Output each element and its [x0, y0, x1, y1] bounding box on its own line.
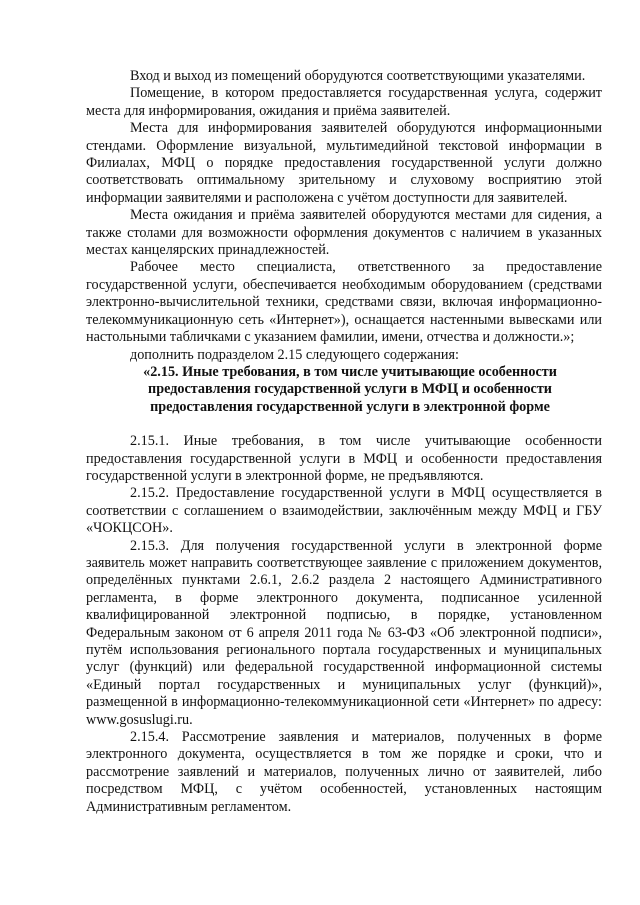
section-heading-2-15: «2.15. Иные требования, в том числе учитывающие особенности предоставления государственной услуги в МФЦ и особенности предоставления государственной услуги в электронной форме: [143, 363, 557, 415]
document-body: [86, 68, 602, 816]
paragraph-information-stands: Места для информирования заявителей оборудуются информационными стендами. Оформление визуальной, мультимедийной текстовой информации в Филиалах, МФЦ о порядке предоставления государственной услуги должно соответствовать оптимальному зрительному и слуховому восприятию этой информации заявителями и расположена с учётом доступности для заявителей.: [86, 120, 602, 206]
paragraph-entrance-signs: Вход и выход из помещений оборудуются соответствующими указателями.: [130, 68, 586, 84]
paragraph-premises: Помещение, в котором предоставляется государственная услуга, содержит места для информирования, ожидания и приёма заявителей.: [86, 85, 602, 119]
paragraph-2-15-4: 2.15.4. Рассмотрение заявления и материалов, полученных в форме электронного документа, осуществляется в том же порядке и сроки, что и рассмотрение заявлений и материалов, полученных лично от заявителей, либо посредством МФЦ, с учётом особенностей, установленных настоящим Административным регламентом.: [86, 729, 602, 815]
heading-spacer: [86, 416, 602, 433]
paragraph-workplace: Рабочее место специалиста, ответственного за предоставление государственной услуги, обеспечивается необходимым оборудованием (средствами электронно-вычислительной техники, средствами связи, включая информационно-телекоммуникационную сеть «Интернет»), оснащается настенными вывесками или настольными табличками с указанием фамилии, имени, отчества и должности.»;: [86, 259, 602, 346]
paragraph-2-15-2: 2.15.2. Предоставление государственной услуги в МФЦ осуществляется в соответствии с соглашением о взаимодействии, заключённым между МФЦ и ГБУ «ЧОКЦСОН».: [86, 485, 602, 537]
paragraph-2-15-1: 2.15.1. Иные требования, в том числе учитывающие особенности предоставления государственной услуги в МФЦ и особенности предоставления государственной услуги в электронной форме, не предъявляются.: [86, 433, 602, 484]
paragraph-2-15-3: 2.15.3. Для получения государственной услуги в электронной форме заявитель может направить соответствующее заявление с приложением документов, определённых пунктами 2.6.1, 2.6.2 раздела 2 настоящего Административного регламента, в форме электронного документа, подписанное усиленной квалифицированной электронной подписью, в порядке, установленном Федеральным законом от 6 апреля 2011 года № 63-ФЗ «Об электронной подписи», путём использования регионального портала государственных и муниципальных услуг (функций) или федеральной государственной информационной системы «Единый портал государственных и муниципальных услуг (функций)», размещенной в информационно-телекоммуникационной сети «Интернет» по адресу: www.gosuslugi.ru.: [86, 537, 602, 728]
paragraph-waiting-places: Места ожидания и приёма заявителей оборудуются местами для сидения, а также столами для возможности оформления документов с наличием в указанных местах канцелярских принадлежностей.: [86, 207, 602, 259]
paragraph-supplement-instruction: дополнить подразделом 2.15 следующего содержания:: [130, 346, 459, 363]
